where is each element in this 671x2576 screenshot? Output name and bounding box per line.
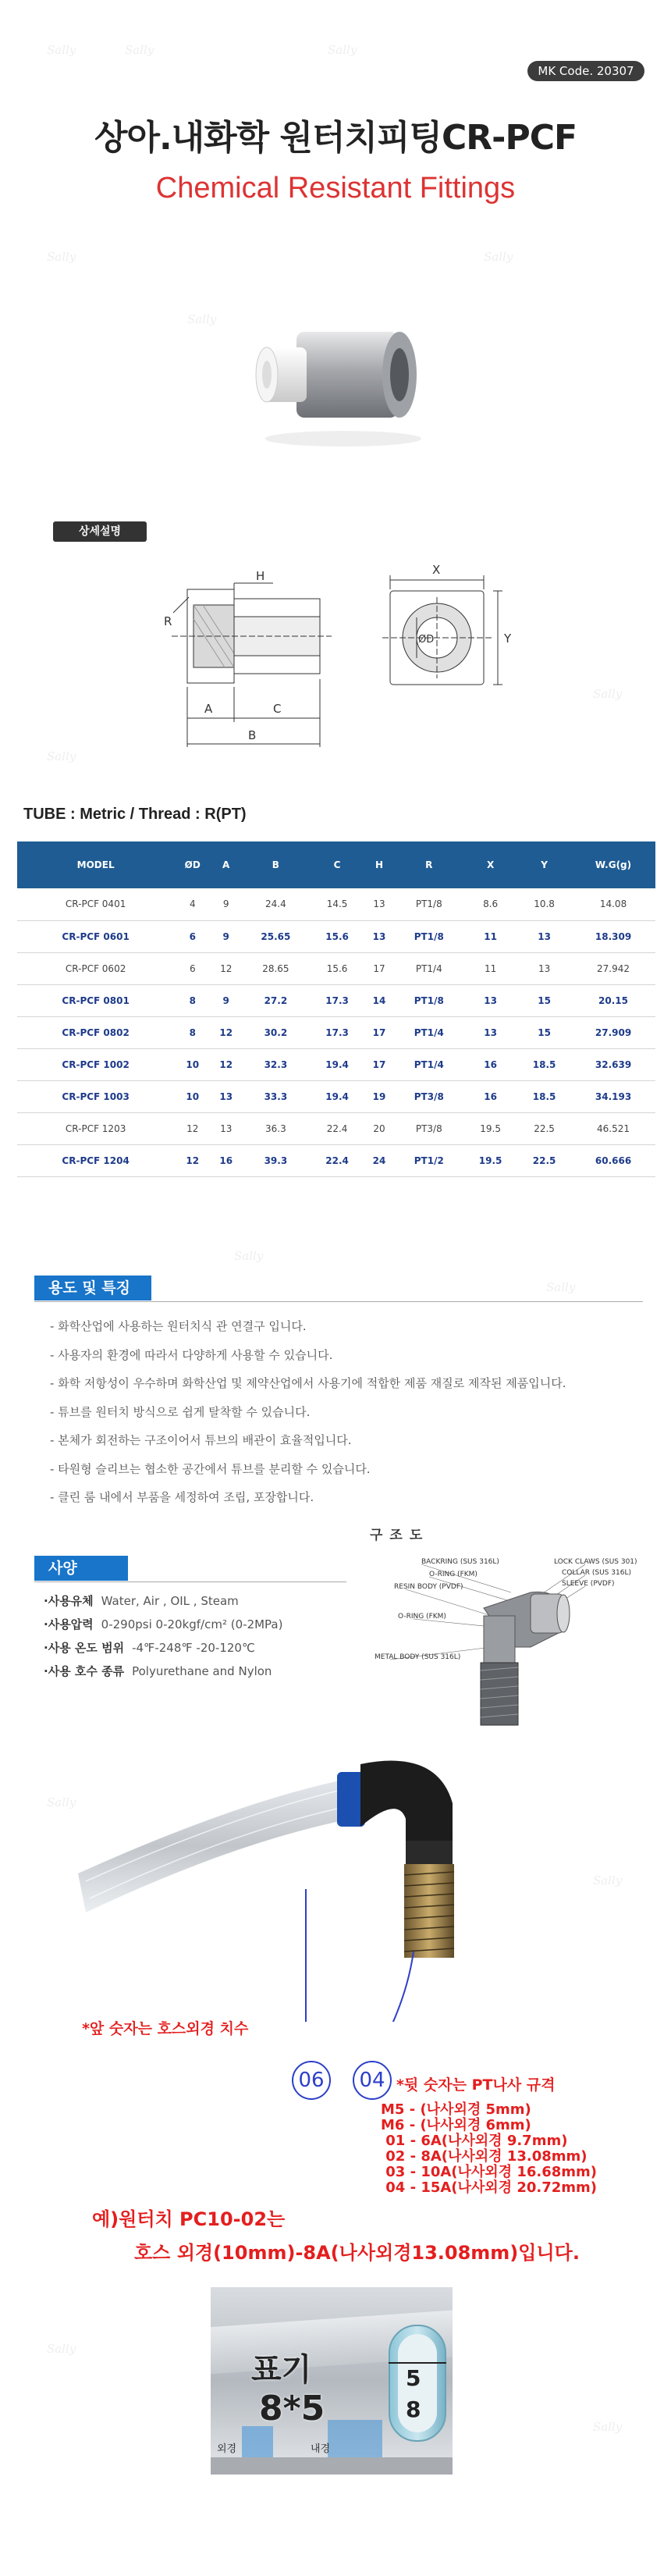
table-cell: 34.193 (571, 1080, 655, 1112)
dim-b-label: B (248, 728, 257, 742)
watermark-logo: Sally (484, 250, 513, 264)
table-cell: 19 (364, 1080, 395, 1112)
table-cell: 8 (174, 1016, 211, 1048)
table-row (17, 1144, 655, 1176)
marking-value: 8*5 (259, 2389, 325, 2428)
page-subtitle: Chemical Resistant Fittings (155, 172, 516, 205)
table-cell: 17 (364, 952, 395, 984)
label-lock-claws: LOCK CLAWS (SUS 301) (554, 1558, 637, 1566)
tube-inner-value: 5 (406, 2365, 421, 2391)
table-cell: 20.15 (571, 984, 655, 1016)
table-cell: 13 (211, 1112, 241, 1144)
table-cell: CR-PCF 0401 (17, 888, 174, 920)
table-cell: 11 (463, 920, 517, 952)
spec-label: ·사용유체 (44, 1594, 94, 1608)
table-cell: 17.3 (311, 1016, 364, 1048)
example-line-2: 호스 외경(10mm)-8A(나사외경13.08mm)입니다. (134, 2242, 580, 2264)
table-cell: 18.309 (571, 920, 655, 952)
table-cell: 24.4 (241, 888, 310, 920)
table-cell: 36.3 (241, 1112, 310, 1144)
spec-col-header: Y (517, 841, 571, 888)
watermark-logo: Sally (234, 1249, 264, 1263)
spec-col-header: B (241, 841, 310, 888)
page-title: 상아.내화학 원터치피팅CR-PCF (94, 118, 577, 158)
table-cell: 32.639 (571, 1048, 655, 1080)
table-cell: 25.65 (241, 920, 310, 952)
table-cell: 18.5 (517, 1080, 571, 1112)
table-cell: 18.5 (517, 1048, 571, 1080)
table-cell: 6 (174, 920, 211, 952)
watermark-logo: Sally (593, 687, 623, 701)
table-row (17, 952, 655, 984)
table-cell: PT1/8 (394, 888, 463, 920)
usage-divider (34, 1301, 643, 1302)
spec-col-header: R (394, 841, 463, 888)
specs-list (44, 1589, 340, 1683)
spec-value: 0-290psi 0-20kgf/cm² (0-2MPa) (101, 1617, 283, 1631)
table-cell: 10 (174, 1048, 211, 1080)
label-backring: BACKRING (SUS 316L) (421, 1558, 499, 1566)
table-cell: 12 (211, 1016, 241, 1048)
spec-value: -4℉-248℉ -20-120℃ (132, 1641, 255, 1655)
usage-list (50, 1317, 643, 1517)
front-number-label: *앞 숫자는 호스외경 치수 (82, 2020, 249, 2037)
tube-outer-value: 8 (406, 2396, 421, 2422)
watermark-logo: Sally (47, 43, 76, 57)
table-cell: 27.942 (571, 952, 655, 984)
spec-row (44, 1589, 340, 1613)
spec-row (44, 1636, 340, 1660)
watermark-logo: Sally (47, 749, 76, 763)
table-cell: PT1/2 (394, 1144, 463, 1176)
label-metal-body: METAL BODY (SUS 316L) (375, 1653, 461, 1661)
table-cell: 13 (463, 1016, 517, 1048)
thread-code-list (381, 2102, 597, 2196)
list-item: - 본체가 회전하는 구조이어서 튜브의 배관이 효율적입니다. (50, 1433, 352, 1447)
spec-label: ·사용 호수 종류 (44, 1664, 125, 1678)
table-cell: 32.3 (241, 1048, 310, 1080)
table-cell: 27.909 (571, 1016, 655, 1048)
table-cell: 12 (211, 952, 241, 984)
table-cell: 9 (211, 984, 241, 1016)
table-cell: 27.2 (241, 984, 310, 1016)
thread-code-item: 03 - 10A(나사외경 16.68mm) (381, 2164, 598, 2180)
watermark-logo: Sally (47, 1795, 76, 1809)
table-cell: CR-PCF 1002 (17, 1048, 174, 1080)
spec-col-header: A (211, 841, 241, 888)
table-cell: 14.5 (311, 888, 364, 920)
rear-number-circle: 04 (353, 2061, 392, 2100)
mk-code-badge: MK Code. 20307 (527, 61, 644, 81)
table-cell: CR-PCF 0802 (17, 1016, 174, 1048)
label-resin-body: RESIN BODY (PVDF) (394, 1583, 463, 1591)
table-cell: 14 (364, 984, 395, 1016)
specs-section-badge: 사양 (34, 1556, 128, 1581)
watermark-logo: Sally (47, 2342, 76, 2356)
usage-section-badge: 용도 및 특징 (34, 1276, 151, 1300)
table-cell: 12 (174, 1144, 211, 1176)
rear-number-label: *뒷 숫자는 PT나사 규격 (396, 2076, 556, 2094)
table-cell: 16 (463, 1048, 517, 1080)
table-cell: 15.6 (311, 952, 364, 984)
table-cell: 4 (174, 888, 211, 920)
table-cell: 39.3 (241, 1144, 310, 1176)
spec-label: ·사용 온도 범위 (44, 1641, 125, 1655)
table-cell: 13 (211, 1080, 241, 1112)
table-row (17, 920, 655, 952)
table-cell: CR-PCF 1204 (17, 1144, 174, 1176)
thread-code-item: M5 - (나사외경 5mm) (381, 2101, 531, 2118)
table-cell: 19.4 (311, 1048, 364, 1080)
thread-code-item: 01 - 6A(나사외경 9.7mm) (381, 2133, 568, 2149)
table-cell: 13 (517, 920, 571, 952)
spec-col-header: W.G(g) (571, 841, 655, 888)
table-cell: 19.5 (463, 1112, 517, 1144)
table-cell: PT1/8 (394, 984, 463, 1016)
label-oring-top: O-RING (FKM) (429, 1571, 478, 1578)
watermark-logo: Sally (593, 1873, 623, 1888)
inner-diameter-label: 내경 (311, 2443, 331, 2455)
dim-line (389, 2362, 446, 2364)
table-cell: 16 (211, 1144, 241, 1176)
table-cell: CR-PCF 0602 (17, 952, 174, 984)
watermark-logo: Sally (546, 1280, 576, 1294)
table-cell: 15.6 (311, 920, 364, 952)
table-cell: 9 (211, 920, 241, 952)
table-cell: 10.8 (517, 888, 571, 920)
table-cell: 12 (211, 1048, 241, 1080)
table-cell: 20 (364, 1112, 395, 1144)
list-item: - 화학산업에 사용하는 원터치식 관 연결구 입니다. (50, 1319, 307, 1333)
spec-table-title: TUBE : Metric / Thread : R(PT) (23, 806, 247, 823)
thread-code-item: 04 - 15A(나사외경 20.72mm) (381, 2179, 598, 2196)
product-photo (250, 297, 437, 453)
table-cell: 24 (364, 1144, 395, 1176)
spec-col-header: X (463, 841, 517, 888)
spec-value: Water, Air , OIL , Steam (101, 1594, 239, 1608)
watermark-logo: Sally (187, 312, 217, 326)
table-cell: 30.2 (241, 1016, 310, 1048)
table-cell: PT1/4 (394, 1016, 463, 1048)
table-cell: CR-PCF 1203 (17, 1112, 174, 1144)
table-cell: PT1/4 (394, 1048, 463, 1080)
example-line-1: 예)원터치 PC10-02는 (92, 2208, 286, 2230)
dim-x-label: X (432, 563, 441, 577)
table-cell: 13 (463, 984, 517, 1016)
table-cell: 22.4 (311, 1144, 364, 1176)
list-item: - 클린 룸 내에서 부품을 세정하여 조립, 포장합니다. (50, 1490, 314, 1504)
dim-y-label: Y (504, 632, 512, 646)
table-cell: PT3/8 (394, 1112, 463, 1144)
thread-code-item: M6 - (나사외경 6mm) (381, 2117, 531, 2133)
fitting-with-tube-illustration (0, 1694, 671, 2022)
table-cell: 19.5 (463, 1144, 517, 1176)
table-cell: 60.666 (571, 1144, 655, 1176)
table-cell: 15 (517, 984, 571, 1016)
table-cell: PT1/8 (394, 920, 463, 952)
dim-a-label: A (204, 702, 213, 716)
table-row (17, 1112, 655, 1144)
table-cell: 17 (364, 1048, 395, 1080)
table-cell: 9 (211, 888, 241, 920)
spec-col-header: H (364, 841, 395, 888)
table-cell: 13 (517, 952, 571, 984)
table-row (17, 888, 655, 920)
list-item: - 타원형 슬리브는 협소한 공간에서 튜브를 분리할 수 있습니다. (50, 1461, 371, 1476)
detail-badge: 상세설명 (53, 521, 147, 542)
table-row (17, 1016, 655, 1048)
spec-col-header: C (311, 841, 364, 888)
table-cell: 11 (463, 952, 517, 984)
label-oring-bottom: O-RING (FKM) (398, 1613, 446, 1621)
table-cell: 12 (174, 1112, 211, 1144)
watermark-logo: Sally (593, 2420, 623, 2434)
table-row (17, 1048, 655, 1080)
table-cell: CR-PCF 0801 (17, 984, 174, 1016)
label-sleeve: SLEEVE (PVDF) (562, 1580, 615, 1588)
watermark-logo: Sally (125, 43, 154, 57)
spec-col-header: MODEL (17, 841, 174, 888)
table-cell: 28.65 (241, 952, 310, 984)
table-cell: 13 (364, 920, 395, 952)
dim-c-label: C (273, 702, 282, 716)
spec-table-header (17, 841, 655, 888)
table-row (17, 984, 655, 1016)
table-cell: PT3/8 (394, 1080, 463, 1112)
table-cell: 22.5 (517, 1144, 571, 1176)
dim-r-label: R (164, 614, 172, 628)
table-cell: 6 (174, 952, 211, 984)
structure-title: 구조도 (370, 1528, 430, 1543)
spec-table (17, 841, 655, 1177)
outer-diameter-label: 외경 (217, 2443, 237, 2455)
table-cell: CR-PCF 0601 (17, 920, 174, 952)
watermark-logo: Sally (47, 250, 76, 264)
thread-code-item: 02 - 8A(나사외경 13.08mm) (381, 2148, 588, 2165)
label-collar: COLLAR (SUS 316L) (562, 1569, 631, 1577)
spec-col-header: ØD (174, 841, 211, 888)
list-item: - 튜브를 원터치 방식으로 쉽게 탈착할 수 있습니다. (50, 1404, 311, 1419)
table-row (17, 1080, 655, 1112)
table-cell: 17 (364, 1016, 395, 1048)
table-cell: 46.521 (571, 1112, 655, 1144)
table-cell: PT1/4 (394, 952, 463, 984)
table-cell: 8 (174, 984, 211, 1016)
table-cell: 19.4 (311, 1080, 364, 1112)
marking-title: 표기 (251, 2352, 312, 2388)
spec-row (44, 1660, 340, 1683)
table-cell: 22.4 (311, 1112, 364, 1144)
spec-row (44, 1613, 340, 1636)
table-cell: 33.3 (241, 1080, 310, 1112)
table-cell: 17.3 (311, 984, 364, 1016)
table-cell: 15 (517, 1016, 571, 1048)
spec-value: Polyurethane and Nylon (132, 1664, 272, 1678)
list-item: - 화학 저항성이 우수하며 화학산업 및 제약산업에서 사용기에 적합한 제품 재질로 제작된 제품입니다. (50, 1376, 566, 1390)
table-cell: 10 (174, 1080, 211, 1112)
front-number-circle: 06 (292, 2061, 331, 2100)
spec-label: ·사용압력 (44, 1617, 94, 1631)
table-cell: 14.08 (571, 888, 655, 920)
list-item: - 사용자의 환경에 따라서 다양하게 사용할 수 있습니다. (50, 1347, 333, 1362)
watermark-logo: Sally (328, 43, 357, 57)
tube-marking-photo (211, 2287, 453, 2475)
table-cell: 16 (463, 1080, 517, 1112)
dim-h-label: H (256, 569, 265, 583)
dim-d-label: ØD (418, 634, 435, 646)
table-cell: CR-PCF 1003 (17, 1080, 174, 1112)
technical-drawing (156, 550, 515, 769)
table-cell: 22.5 (517, 1112, 571, 1144)
table-cell: 13 (364, 888, 395, 920)
table-cell: 8.6 (463, 888, 517, 920)
